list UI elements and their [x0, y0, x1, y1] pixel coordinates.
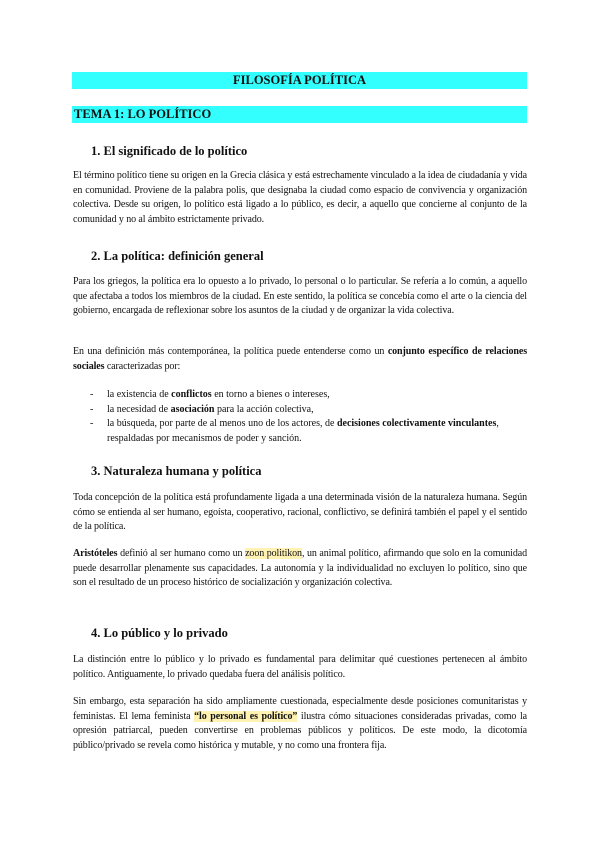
bold-term: conjunto específico de relaciones sociales [73, 346, 527, 372]
text-run: En una definición más contemporánea, la política puede entenderse como un [73, 346, 388, 357]
highlighted-slogan: “lo personal es político” [194, 710, 298, 722]
text-run: ilustra cómo situaciones consideradas privadas, como la opresión patriarcal, pueden convertirse en problemas públicos y políticos. De este modo, la dicotomía público/privado se revela como histórica y mutable, y no como una frontera fija. [73, 710, 527, 751]
section-2-paragraph-2 [73, 345, 527, 374]
text-run: caracterizadas por: [104, 360, 181, 372]
text-run: Sin embargo, esta separación ha sido ampliamente cuestionada, especialmente desde posiciones comunitaristas y feministas. El lema feminista [73, 696, 527, 722]
section-1-heading: 1. El significado de lo político [91, 144, 248, 158]
document-title: FILOSOFÍA POLÍTICA [72, 72, 527, 89]
bold-term: Aristóteles [73, 548, 118, 559]
list-item: - la búsqueda, por parte de al menos uno de los actores, de decisiones colectivamente vinculantes, respaldadas por mecanismos de poder y sanción. [73, 417, 527, 446]
section-4-paragraph-2 [73, 695, 527, 753]
list-item: - la necesidad de asociación para la acción colectiva, [73, 403, 527, 418]
section-3-heading: 3. Naturaleza humana y política [91, 464, 262, 478]
section-3-paragraph-2 [73, 547, 527, 591]
characteristics-list [73, 388, 527, 446]
section-2-heading: 2. La política: definición general [91, 249, 264, 263]
section-1-paragraph: El término político tiene su origen en la Grecia clásica y está estrechamente vinculado a la idea de ciudadanía y vida en comunidad. Proviene de la palabra polis, que designaba la ciudad como espacio de convivencia y organización colectiva. Desde su origen, lo político está ligado a lo público, es decir, a aquello que concierne al conjunto de la comunidad y no al ámbito estrictamente privado. [73, 170, 527, 225]
tema-heading: TEMA 1: LO POLÍTICO [72, 106, 527, 123]
section-4-paragraph-1: La distinción entre lo público y lo privado es fundamental para delimitar qué cuestiones pertenecen al ámbito político. Antiguamente, lo privado quedaba fuera del análisis político. [73, 654, 527, 680]
section-2-paragraph-1: Para los griegos, la política era lo opuesto a lo privado, lo personal o lo particular. Se refería a lo común, a aquello que afectaba a todos los miembros de la ciudad. En este sentido, la política se concebía como el arte o la ciencia del gobierno, encargada de reflexionar sobre los asuntos de la ciudad y de organizar la vida colectiva. [73, 276, 527, 317]
text-run: definió al ser humano como un [117, 548, 246, 559]
highlighted-term: zoon politikon [245, 548, 302, 559]
list-item: - la existencia de conflictos en torno a bienes o intereses, [73, 388, 527, 403]
section-3-paragraph-1: Toda concepción de la política está profundamente ligada a una determinada visión de la naturaleza humana. Según cómo se entienda al ser humano, egoísta, cooperativo, racional, conflictivo, se definirá también el papel y el sentido de la política. [73, 492, 527, 533]
text-run: , un animal político, afirmando que solo en la comunidad puede desarrollar plenamente sus capacidades. La autonomía y la individualidad no excluyen lo político, sino que son el resultado de un proceso histórico de socialización y organización colectiva. [73, 548, 527, 589]
section-4-heading: 4. Lo público y lo privado [91, 626, 228, 640]
